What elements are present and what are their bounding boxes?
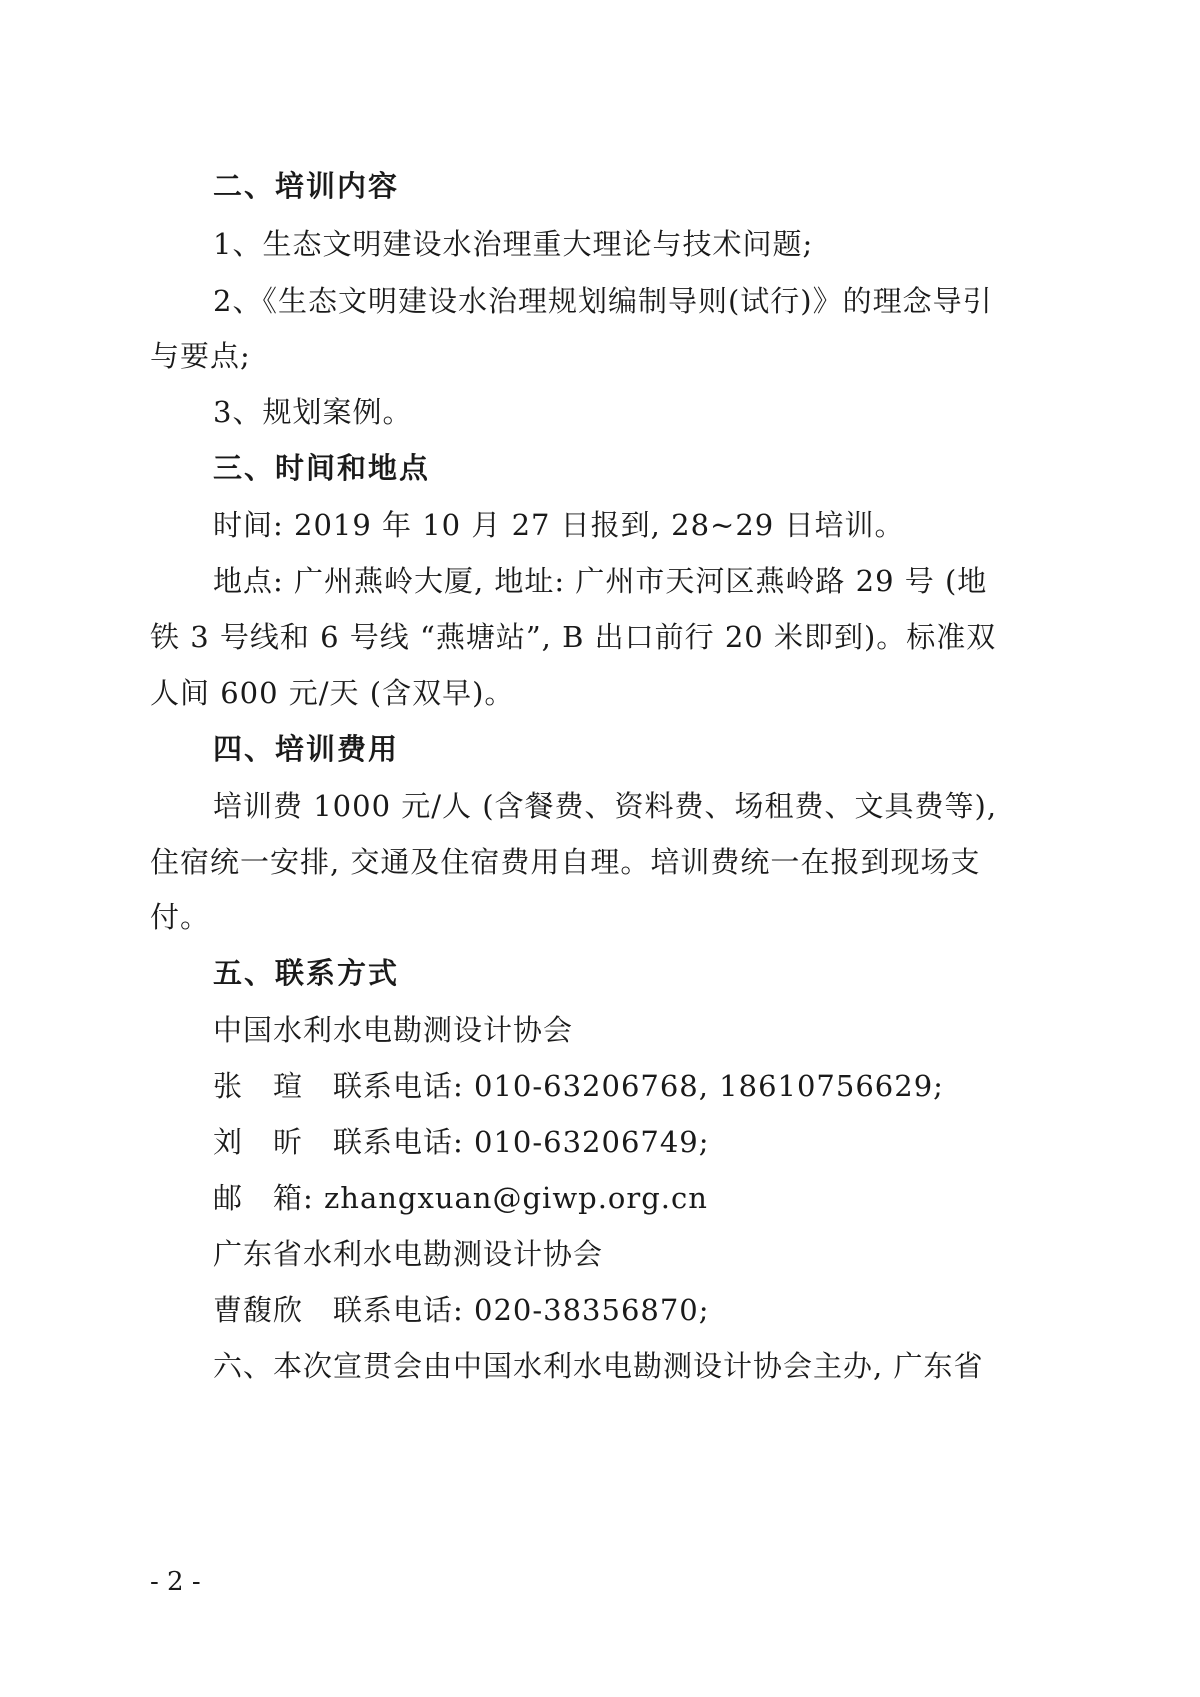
fee-text-line-3: 付。 (150, 900, 211, 934)
place-text-line-1: 地点: 广州燕岭大厦, 地址: 广州市天河区燕岭路 29 号 (地 (213, 564, 988, 598)
contact-2: 刘 昕 联系电话: 010-63206749; (213, 1125, 710, 1159)
section-heading-time-place: 三、时间和地点 (213, 451, 431, 485)
time-text: 时间: 2019 年 10 月 27 日报到, 28~29 日培训。 (213, 508, 905, 542)
organization-2: 广东省水利水电勘测设计协会 (213, 1237, 604, 1271)
place-text-line-3: 人间 600 元/天 (含双早)。 (150, 676, 515, 710)
place-text-line-2: 铁 3 号线和 6 号线 “燕塘站”, B 出口前行 20 米即到)。标准双 (150, 620, 997, 654)
contact-email: 邮 箱: zhangxuan@giwp.org.cn (213, 1181, 708, 1215)
section-heading-training-fee: 四、培训费用 (213, 732, 400, 766)
content-item-1: 1、生态文明建设水治理重大理论与技术问题; (213, 227, 814, 261)
contact-1: 张 瑄 联系电话: 010-63206768, 18610756629; (213, 1069, 944, 1103)
fee-text-line-2: 住宿统一安排, 交通及住宿费用自理。培训费统一在报到现场支 (150, 845, 981, 879)
section-heading-contact: 五、联系方式 (213, 956, 400, 990)
contact-3: 曹馥欣 联系电话: 020-38356870; (213, 1293, 710, 1327)
content-item-3: 3、规划案例。 (213, 395, 413, 429)
content-item-2-line-1: 2、《生态文明建设水治理规划编制导则(试行)》的理念导引 (213, 284, 993, 318)
page-number: - 2 - (150, 1567, 201, 1597)
content-item-2-line-2: 与要点; (150, 339, 251, 373)
section-6-line-1: 六、本次宣贯会由中国水利水电勘测设计协会主办, 广东省 (213, 1349, 984, 1383)
section-heading-training-content: 二、培训内容 (213, 169, 400, 203)
fee-text-line-1: 培训费 1000 元/人 (含餐费、资料费、场租费、文具费等), (213, 789, 998, 823)
organization-1: 中国水利水电勘测设计协会 (213, 1013, 574, 1047)
